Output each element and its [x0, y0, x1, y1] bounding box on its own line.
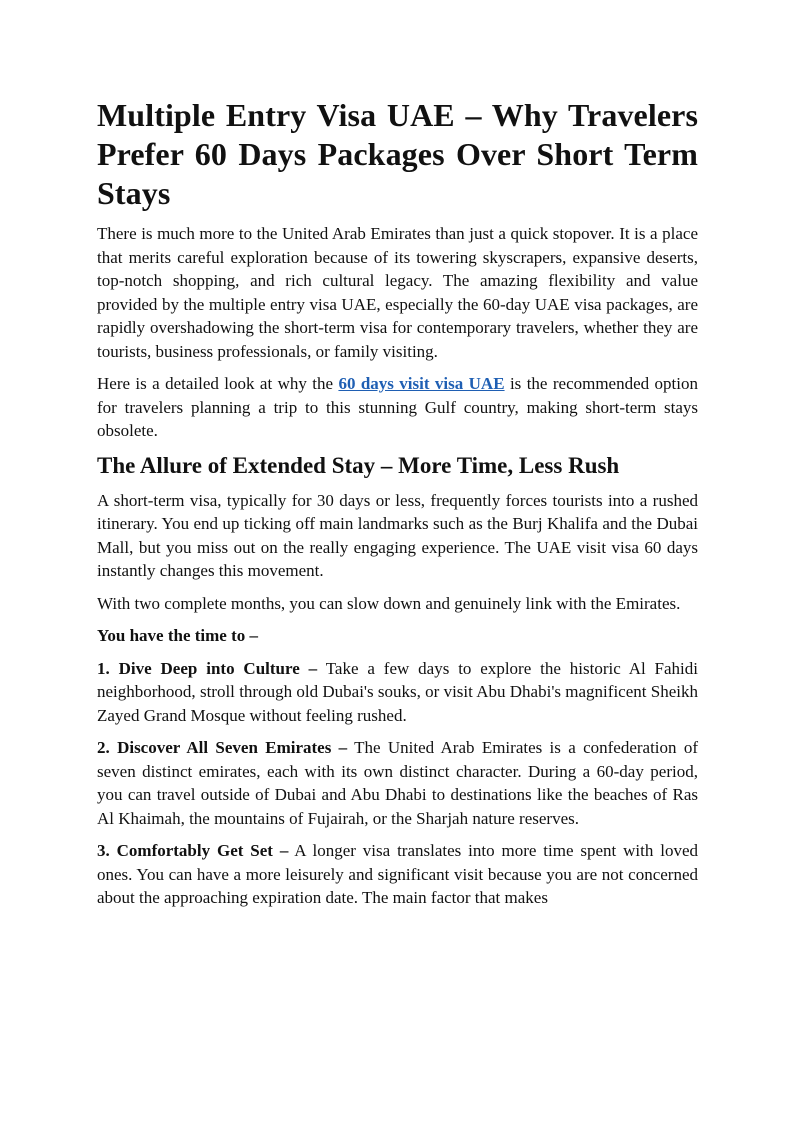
list-item-2 [97, 736, 698, 830]
section-paragraph-1: A short-term visa, typically for 30 days or less, frequently forces tourists into a rushed itinerary. You end up ticking off main landmarks such as the Burj Khalifa and the Dubai Mall, but you miss out on the really engaging experience. The UAE visit visa 60 days instantly changes this movement. [97, 490, 698, 580]
page-title: Multiple Entry Visa UAE – Why Travelers Prefer 60 Days Packages Over Short Term Stays [97, 97, 698, 211]
link-paragraph-before: Here is a detailed look at why the [97, 374, 339, 393]
list-item-text: Take a few days to explore the historic Al Fahidi neighborhood, stroll through old Dubai's souks, or visit Abu Dhabi's magnificent Sheikh Zayed Grand Mosque without feeling rushed. [97, 658, 699, 725]
section-heading: The Allure of Extended Stay – More Time, Less Rush [97, 452, 620, 478]
list-intro-text: You have the time to – [97, 626, 259, 645]
section-paragraph-2: With two complete months, you can slow down and genuinely link with the Emirates. [97, 593, 681, 613]
link-paragraph [97, 372, 698, 443]
list-item-3 [97, 839, 698, 910]
link-paragraph-after: is the recommended option for travelers planning a trip to this stunning Gulf country, making short-term stays obsolete. [97, 374, 698, 440]
list-item-text: A longer visa translates into more time spent with loved ones. You can have a more leisurely and significant visit because you are not concerned about the approaching expiration date. The main factor that makes [97, 841, 698, 907]
list-item-label: 1. Dive Deep into Culture – [97, 658, 318, 678]
list-intro [97, 624, 698, 648]
visa-link[interactable]: 60 days visit visa UAE [338, 374, 505, 393]
list-item-label: 2. Discover All Seven Emirates – [97, 738, 348, 757]
document-page [97, 96, 698, 919]
list-item-1 [97, 657, 698, 728]
list-item-label: 3. Comfortably Get Set – [97, 841, 289, 860]
list-item-text: The United Arab Emirates is a confederation of seven distinct emirates, each with its own distinct character. During a 60-day period, you can travel outside of Dubai and Abu Dhabi to destinations like the beaches of Ras Al Khaimah, the mountains of Fujairah, or the Sharjah nature reserves. [97, 738, 698, 828]
intro-paragraph: There is much more to the United Arab Emirates than just a quick stopover. It is a place that merits careful exploration because of its towering skyscrapers, expansive deserts, top-notch shopping, and rich cultural legacy. The amazing flexibility and value provided by the multiple entry visa UAE, especially the 60-day UAE visa packages, are rapidly overshadowing the short-term visa for contemporary travelers, whether they are tourists, business professionals, or family visiting. [97, 224, 698, 361]
